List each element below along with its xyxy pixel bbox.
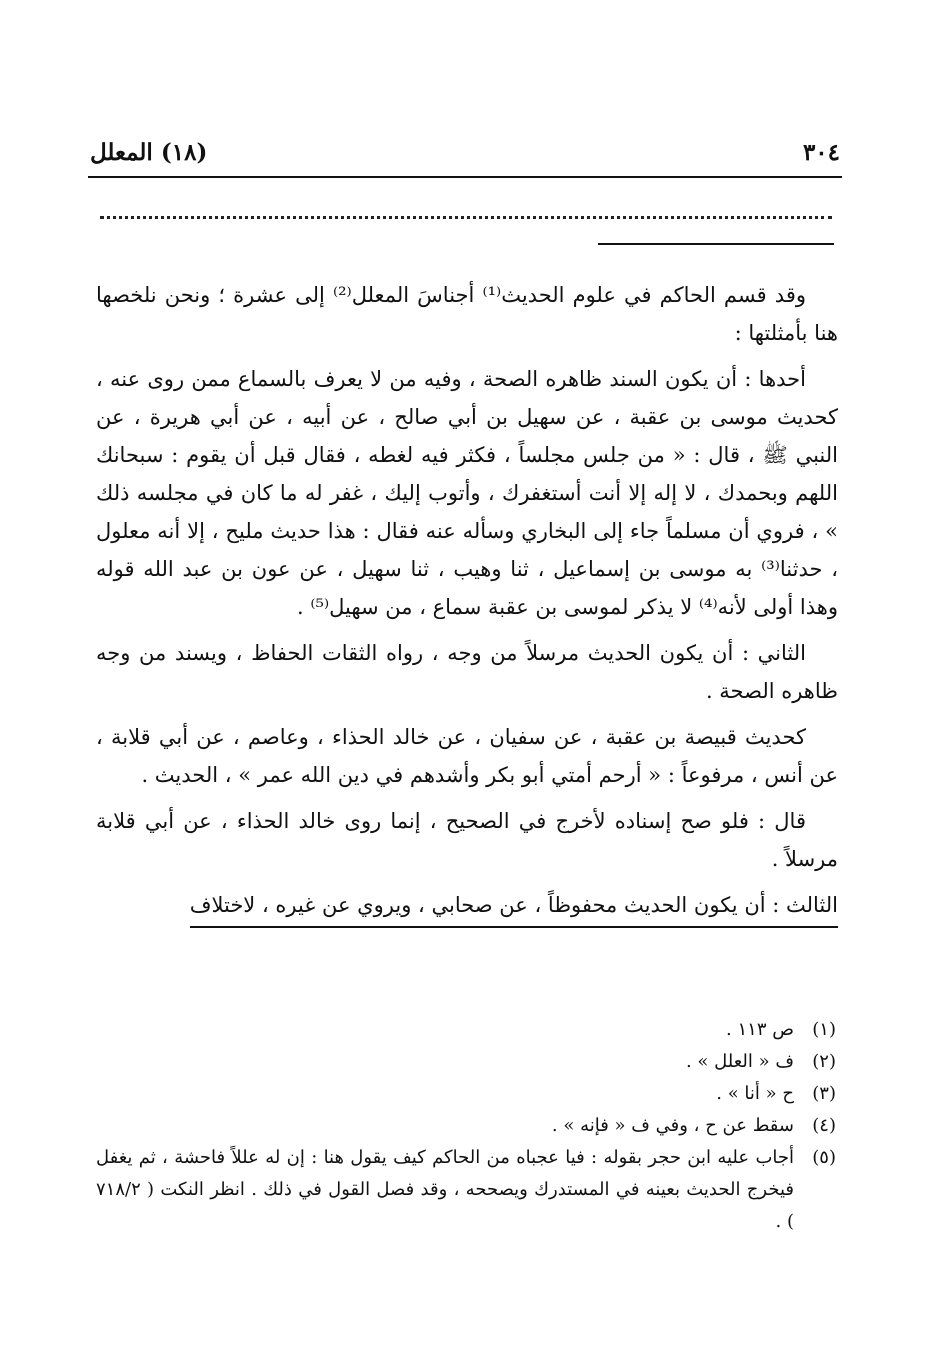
paragraph-second-type: الثاني : أن يكون الحديث مرسلاً من وجه ، رواه الثقات الحفاظ ، ويسند من وجه ظاهره الصحة . — [96, 641, 838, 703]
third-type-line: الثالث : أن يكون الحديث محفوظاً ، عن صحابي ، ويروي عن غيره ، لاختلاف — [190, 886, 838, 928]
page-number: ٣٠٤ — [802, 138, 840, 166]
footnote-number: (١) — [812, 1019, 836, 1040]
section-title: (١٨) المعلل — [90, 138, 208, 166]
footnote-number: (٤) — [812, 1115, 836, 1136]
main-text — [96, 276, 838, 936]
footnote — [96, 1142, 836, 1238]
footnotes — [96, 1014, 836, 1238]
paragraph-comment: قال : فلو صح إسناده لأخرج في الصحيح ، إنما روى خالد الحذاء ، عن أبي قلابة مرسلاً . — [96, 809, 838, 871]
footnote — [96, 1046, 836, 1078]
header-rule — [88, 176, 842, 178]
paragraph-third-type — [96, 886, 838, 928]
paragraph-example: كحديث قبيصة بن عقبة ، عن سفيان ، عن خالد الحذاء ، وعاصم ، عن أبي قلابة ، عن أنس ، مرفوعاً : « أرحم أمتي أبو بكر وأشدهم في دين الله عمر » ، الحديث . — [96, 725, 838, 787]
paragraph-first-type: أحدها : أن يكون السند ظاهره الصحة ، وفيه من لا يعرف بالسماع ممن روى عنه ، كحديث موسى بن عقبة ، عن سهيل بن أبي صالح ، عن أبيه ، عن أبي هريرة ، عن النبي ﷺ ، قال : « من جلس مجلساً ، فكثر فيه لغطه ، فقال قبل أن يقوم : سبحانك اللهم وبحمدك ، لا إله إلا أنت أستغفرك ، وأتوب إليك ، غفر له ما كان في مجلسه ذلك » ، فروي أن مسلماً جاء إلى البخاري وسأله عنه فقال : هذا حديث مليح ، إلا أنه معلول ، حدثنا⁽³⁾ به موسى بن إسماعيل ، ثنا وهيب ، ثنا سهيل ، عن عون بن عبد الله قوله وهذا أولى لأنه⁽⁴⁾ لا يذكر لموسى بن عقبة سماع ، من سهيل⁽⁵⁾ . — [96, 367, 838, 619]
dotted-separator — [100, 196, 832, 219]
footnote-number: (٥) — [812, 1147, 836, 1168]
footnote-text: أجاب عليه ابن حجر بقوله : فيا عجباه من الحاكم كيف يقول هنا : إن له عللاً فاحشة ، ثم يغفل فيخرج الحديث بعينه في المستدرك ويصححه ، وقد فصل القول في ذلك . انظر النكت ( ٧١٨/٢ ) . — [96, 1147, 794, 1232]
footnote-text: ف « العلل » . — [685, 1051, 794, 1072]
footnote-text: سقط عن ح ، وفي ف « فإنه » . — [551, 1115, 794, 1136]
footnote — [96, 1078, 836, 1110]
footnote — [96, 1014, 836, 1046]
page-header — [90, 132, 840, 172]
footnote-text: ص ١١٣ . — [726, 1019, 794, 1040]
footnote-text: ح « أنا » . — [716, 1083, 794, 1104]
short-rule — [598, 243, 834, 245]
paragraph-intro: وقد قسم الحاكم في علوم الحديث⁽¹⁾ أجناسَ المعلل⁽²⁾ إلى عشرة ؛ ونحن نلخصها هنا بأمثلتها : — [96, 283, 838, 345]
footnote-number: (٣) — [812, 1083, 836, 1104]
footnote — [96, 1110, 836, 1142]
footnote-number: (٢) — [812, 1051, 836, 1072]
